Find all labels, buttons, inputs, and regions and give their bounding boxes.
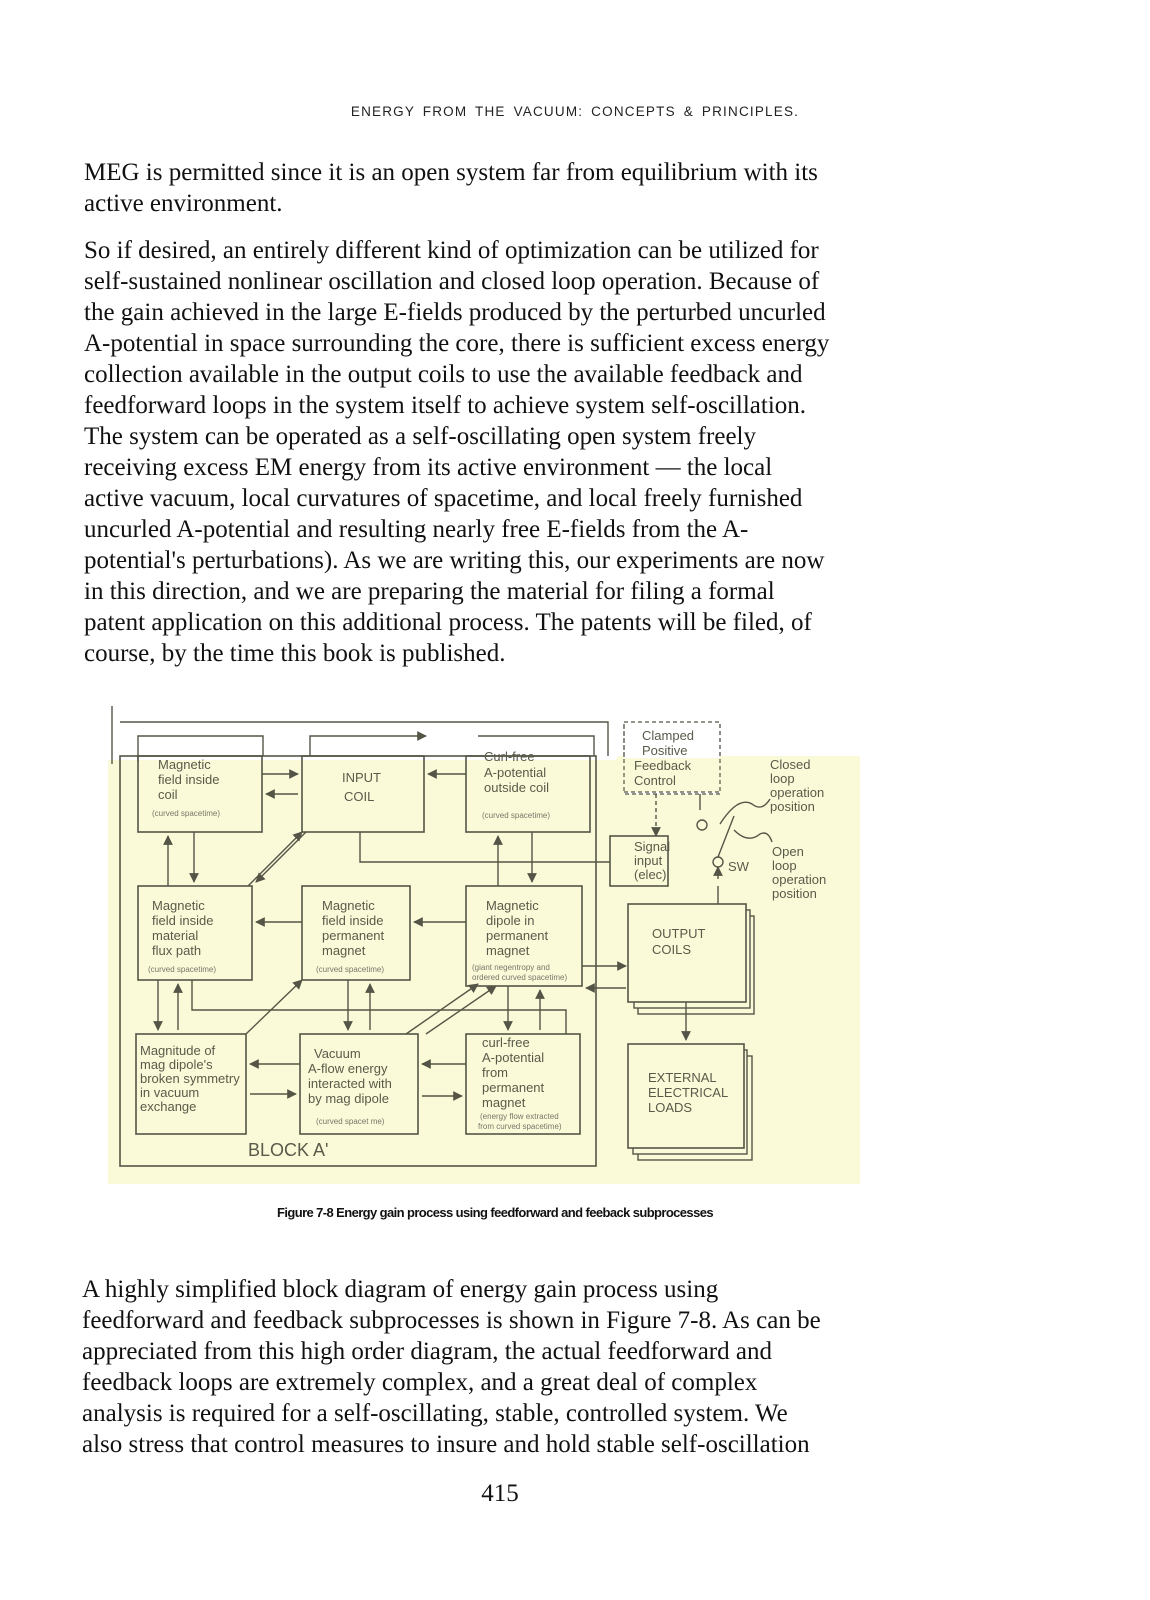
svg-text:operation — [772, 872, 826, 887]
box-text: interacted with — [308, 1076, 392, 1091]
svg-text:(curved spacetime) — [316, 965, 384, 974]
svg-text:exchange — [140, 1099, 196, 1114]
box-text: Signal — [634, 839, 671, 854]
svg-text:position — [772, 886, 817, 901]
svg-text:A-potential — [482, 1050, 544, 1065]
closed-loop-label: position — [770, 799, 815, 814]
paragraph-2 — [84, 235, 934, 669]
text-line: feedforward loops in the system itself to achieve system self-oscillation. — [84, 392, 807, 419]
box-text: exchange — [140, 1099, 197, 1114]
svg-text:dipole in — [486, 913, 534, 928]
switch-label: SW — [728, 859, 749, 874]
svg-text:Magnetic — [322, 898, 375, 913]
figure-caption: Figure 7-8 Energy gain process using feedforward and feeback subprocesses — [277, 1205, 713, 1220]
svg-text:field inside — [322, 913, 383, 928]
text-line: analysis is required for a self-oscillating, stable, controlled system. We — [82, 1400, 788, 1427]
text-line: The system can be operated as a self-oscillating open system freely — [84, 423, 756, 450]
text-line: receiving excess EM energy from its active environment — the local — [84, 454, 773, 481]
box-subtext: (curved spacetime) — [152, 809, 221, 818]
svg-text:Magnitude of — [140, 1043, 216, 1058]
svg-text:Magnetic — [486, 898, 539, 913]
open-loop-label: position — [772, 886, 817, 901]
closed-loop-label: loop — [770, 771, 795, 786]
svg-text:(elec) — [634, 867, 667, 882]
page-number: 415 — [481, 1480, 519, 1507]
svg-text:Signal — [634, 839, 670, 854]
box-text: INPUT — [342, 770, 381, 785]
svg-text:from — [482, 1065, 508, 1080]
text-line: course, by the time this book is published. — [84, 640, 506, 667]
box-subtext: (energy flow extracted — [480, 1112, 559, 1121]
paragraph-3 — [82, 1274, 932, 1460]
box-text: A-flow energy — [308, 1061, 388, 1076]
text-line: self-sustained nonlinear oscillation and closed loop operation. Because of — [84, 268, 820, 295]
text-line: also stress that control measures to insure and hold stable self-oscillation — [82, 1431, 810, 1458]
box-subtext: (curved spacet me) — [316, 1117, 385, 1126]
box-text: Magnetic — [152, 898, 205, 913]
box-subtext: (giant negentropy and — [472, 963, 550, 972]
svg-text:(energy flow extracted — [480, 1112, 559, 1121]
box-text: (elec) — [634, 867, 667, 882]
box-text: in vacuum — [140, 1085, 200, 1100]
box-text: LOADS — [648, 1100, 693, 1115]
box-subtext: ordered curved spacetime) — [472, 973, 568, 982]
closed-loop-label: Closed — [770, 757, 811, 772]
box-text: Feedback — [634, 758, 692, 773]
box-text: dipole in — [486, 913, 535, 928]
text-line: uncurled A-potential and resulting nearly free E-fields from the A- — [84, 516, 749, 543]
svg-text:mag dipole's — [140, 1057, 213, 1072]
open-loop-label: operation — [772, 872, 827, 887]
box-text: input — [634, 853, 663, 868]
box-text: material — [152, 928, 199, 943]
svg-text:flux path — [152, 943, 201, 958]
svg-text:loop — [770, 771, 795, 786]
box-text: Control — [634, 773, 676, 788]
svg-text:position — [770, 799, 815, 814]
text-line: appreciated from this high order diagram, the actual feedforward and — [82, 1338, 772, 1365]
block-diagram-figure — [108, 704, 860, 1184]
svg-text:permanent — [322, 928, 385, 943]
svg-text:COILS — [652, 942, 691, 957]
text-line: A highly simplified block diagram of energy gain process using — [82, 1276, 719, 1303]
svg-text:INPUT — [342, 770, 381, 785]
open-loop-label: loop — [772, 858, 797, 873]
open-loop-label: Open — [772, 844, 804, 859]
box-text: outside coil — [484, 780, 550, 795]
box-text: by mag dipole — [308, 1091, 389, 1106]
svg-text:field inside — [152, 913, 213, 928]
box-text: magnet — [482, 1095, 526, 1110]
svg-text:ELECTRICAL — [648, 1085, 728, 1100]
box-text: Magnetic — [486, 898, 539, 913]
svg-text:Vacuum — [314, 1046, 361, 1061]
svg-text:COIL — [344, 789, 374, 804]
svg-text:Magnetic — [152, 898, 205, 913]
svg-text:from curved spacetime) — [478, 1122, 562, 1131]
svg-text:OUTPUT — [652, 926, 706, 941]
box-text: A-potential — [482, 1050, 545, 1065]
svg-text:outside coil — [484, 780, 549, 795]
svg-text:input — [634, 853, 663, 868]
svg-text:A-potential — [484, 765, 546, 780]
svg-text:BLOCK A' — [248, 1140, 328, 1160]
box-subtext: (curved spacetime) — [482, 811, 551, 820]
paragraph-1 — [84, 157, 934, 219]
box-text: permanent — [322, 928, 385, 943]
svg-text:operation — [770, 785, 824, 800]
svg-text:(curved spacet me) — [316, 1117, 385, 1126]
text-line: A-potential in space surrounding the core, there is sufficient excess energy — [84, 330, 830, 357]
block-label: BLOCK A' — [248, 1140, 329, 1160]
block-diagram — [108, 704, 860, 1184]
svg-text:SW — [728, 859, 750, 874]
box-text: COILS — [652, 942, 692, 957]
box-text: Magnetic — [158, 757, 211, 772]
svg-text:permanent — [482, 1080, 545, 1095]
svg-text:magnet — [482, 1095, 526, 1110]
box-text: curl-free — [482, 1035, 530, 1050]
box-text: field inside — [158, 772, 220, 787]
box-text: magnet — [322, 943, 366, 958]
text-line: active environment. — [84, 190, 283, 217]
svg-text:field inside — [158, 772, 219, 787]
svg-text:in vacuum — [140, 1085, 199, 1100]
box-subtext: from curved spacetime) — [478, 1122, 562, 1131]
box-text: Positive — [642, 743, 688, 758]
text-line: feedback loops are extremely complex, and a great deal of complex — [82, 1369, 758, 1396]
svg-text:magnet — [322, 943, 366, 958]
box-text: Magnitude of — [140, 1043, 216, 1058]
box-text: ELECTRICAL — [648, 1085, 729, 1100]
box-text: Magnetic — [322, 898, 375, 913]
svg-text:Magnetic — [158, 757, 211, 772]
svg-text:Feedback — [634, 758, 692, 773]
svg-text:Control — [634, 773, 676, 788]
box-text: field inside — [322, 913, 384, 928]
box-subtext: (curved spacetime) — [148, 965, 217, 974]
text-line: MEG is permitted since it is an open system far from equilibrium with its — [84, 159, 818, 186]
svg-text:magnet — [486, 943, 530, 958]
box-text: EXTERNAL — [648, 1070, 717, 1085]
svg-text:Clamped — [642, 728, 694, 743]
box-text: OUTPUT — [652, 926, 706, 941]
svg-text:LOADS — [648, 1100, 692, 1115]
box-text: from — [482, 1065, 508, 1080]
text-line: potential's perturbations). As we are writing this, our experiments are now — [84, 547, 825, 574]
svg-text:Curl-free — [484, 749, 535, 764]
box-text: field inside — [152, 913, 214, 928]
box-text: broken symmetry — [140, 1071, 240, 1086]
box-text: coil — [158, 787, 178, 802]
text-line: feedforward and feedback subprocesses is shown in Figure 7-8. As can be — [82, 1307, 821, 1334]
box-text: magnet — [486, 943, 530, 958]
svg-text:(giant negentropy and — [472, 963, 550, 972]
svg-text:Open — [772, 844, 804, 859]
svg-text:curl-free — [482, 1035, 530, 1050]
svg-text:(curved spacetime) — [482, 811, 550, 820]
svg-text:ordered curved spacetime) — [472, 973, 567, 982]
box-text: COIL — [344, 789, 375, 804]
svg-text:A-flow energy — [308, 1061, 388, 1076]
svg-text:material — [152, 928, 198, 943]
box-subtext: (curved spacetime) — [316, 965, 385, 974]
running-head: ENERGY FROM THE VACUUM: CONCEPTS & PRINCIPLES. — [350, 104, 800, 119]
text-line: active vacuum, local curvatures of spacetime, and local freely furnished — [84, 485, 803, 512]
text-line: collection available in the output coils to use the available feedback and — [84, 361, 803, 388]
svg-text:loop — [772, 858, 797, 873]
svg-text:permanent — [486, 928, 549, 943]
text-line: in this direction, and we are preparing the material for filing a formal — [84, 578, 775, 605]
svg-text:broken symmetry — [140, 1071, 240, 1086]
box-text: Clamped — [642, 728, 695, 743]
box-text: mag dipole's — [140, 1057, 213, 1072]
svg-text:Positive — [642, 743, 688, 758]
text-line: So if desired, an entirely different kind of optimization can be utilized for — [84, 237, 819, 264]
svg-text:by mag dipole — [308, 1091, 389, 1106]
box-text: A-potential — [484, 765, 547, 780]
text-line: the gain achieved in the large E-fields produced by the perturbed uncurled — [84, 299, 826, 326]
box-text: flux path — [152, 943, 202, 958]
svg-text:(curved spacetime) — [148, 965, 216, 974]
text-line: patent application on this additional process. The patents will be filed, of — [84, 609, 812, 636]
closed-loop-label: operation — [770, 785, 825, 800]
svg-text:interacted with — [308, 1076, 392, 1091]
box-text: permanent — [486, 928, 549, 943]
svg-text:coil — [158, 787, 178, 802]
box-text: Vacuum — [314, 1046, 361, 1061]
svg-text:Closed — [770, 757, 810, 772]
box-text: permanent — [482, 1080, 545, 1095]
box-text: Curl-free — [484, 749, 535, 764]
svg-text:(curved spacetime) — [152, 809, 220, 818]
svg-text:EXTERNAL — [648, 1070, 717, 1085]
